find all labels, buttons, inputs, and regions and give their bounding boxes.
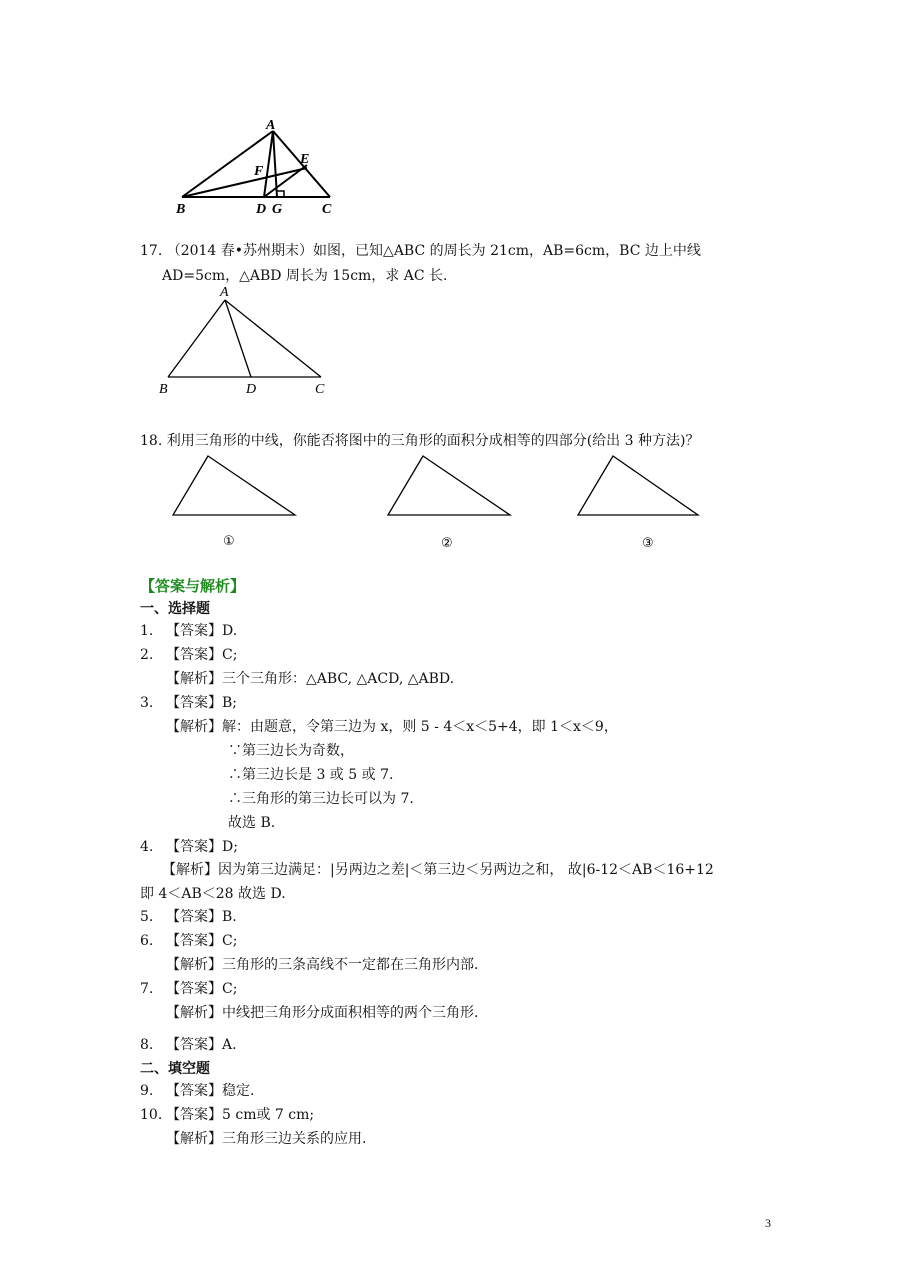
fig16-label-b: B bbox=[176, 202, 186, 217]
answer-text: 【答案】B. bbox=[166, 909, 237, 925]
answer-line bbox=[140, 837, 618, 857]
fig16-label-c: C bbox=[322, 202, 332, 217]
answer-text: 【答案】C; bbox=[166, 981, 238, 997]
page-number: 3 bbox=[765, 1216, 771, 1230]
answer-line: ∵第三边长为奇数， bbox=[228, 743, 354, 759]
answer-text: 【答案】D. bbox=[166, 623, 238, 639]
answers-block-2 bbox=[140, 907, 478, 1023]
answer-line bbox=[140, 717, 618, 737]
figure-16 bbox=[170, 115, 345, 220]
answer-text: 【答案】5 cm或 7 cm; bbox=[166, 1107, 315, 1123]
triangle-mark-2: ② bbox=[441, 536, 453, 551]
answer-4-analysis-line-1: 【解析】因为第三边满足：|另两边之差|＜第三边＜另两边之和， 故|6-12＜AB＜16+12 bbox=[162, 862, 714, 878]
answer-text: 【答案】B; bbox=[166, 695, 238, 711]
answer-text: 【答案】稳定. bbox=[166, 1083, 255, 1099]
answer-text: 【答案】C; bbox=[166, 933, 238, 949]
answer-line: 故选 B. bbox=[228, 815, 276, 831]
answer-10 bbox=[140, 1105, 314, 1125]
answer-line bbox=[140, 693, 618, 713]
figure-18-triangles bbox=[165, 450, 705, 555]
fig16-label-e: E bbox=[300, 152, 310, 167]
answer-line bbox=[140, 1003, 478, 1023]
triangle-mark-1: ① bbox=[223, 534, 235, 549]
question-18: 18. 利用三角形的中线，你能否将图中的三角形的面积分成相等的四部分(给出 3 种方法)？ bbox=[140, 433, 700, 449]
answer-line bbox=[140, 931, 478, 951]
answer-10-analysis bbox=[140, 1129, 366, 1149]
answer-number: 3. bbox=[140, 695, 154, 711]
answer-text: 【解析】中线把三角形分成面积相等的两个三角形. bbox=[166, 1005, 479, 1021]
answer-number: 6. bbox=[140, 933, 154, 949]
answer-text: 【解析】三角形的三条高线不一定都在三角形内部. bbox=[166, 957, 479, 973]
answer-8 bbox=[140, 1035, 237, 1055]
answer-number: 8. bbox=[140, 1037, 154, 1053]
answer-number: 10. bbox=[140, 1107, 163, 1123]
answer-line bbox=[140, 621, 618, 641]
section-choice: 一、选择题 bbox=[140, 601, 210, 617]
answer-text: 【答案】A. bbox=[166, 1037, 237, 1053]
answers-block-1 bbox=[140, 621, 618, 857]
answer-line bbox=[140, 669, 618, 689]
question-17-line-1: 17. （2014 春•苏州期末）如图，已知△ABC 的周长为 21cm，AB=6cm，BC 边上中线 bbox=[140, 243, 701, 259]
question-17-line-2: AD=5cm，△ABD 周长为 15cm，求 AC 长. bbox=[162, 268, 448, 284]
fig16-label-d: D bbox=[256, 202, 267, 217]
fig17-label-d: D bbox=[246, 382, 257, 397]
answer-9 bbox=[140, 1081, 254, 1101]
answer-number: 9. bbox=[140, 1083, 154, 1099]
answer-number: 2. bbox=[140, 647, 154, 663]
answer-number: 1. bbox=[140, 623, 154, 639]
section-fill-blank: 二、填空题 bbox=[140, 1061, 210, 1077]
fig16-label-g: G bbox=[272, 202, 283, 217]
fig17-label-a: A bbox=[220, 285, 229, 300]
answer-line: ∴第三边长是 3 或 5 或 7. bbox=[228, 767, 394, 783]
answer-line bbox=[140, 907, 478, 927]
fig17-label-c: C bbox=[315, 382, 325, 397]
answer-number: 4. bbox=[140, 839, 154, 855]
answer-number: 7. bbox=[140, 981, 154, 997]
answer-text: 【答案】C; bbox=[166, 647, 238, 663]
figure-17 bbox=[155, 282, 335, 400]
answer-line bbox=[140, 955, 478, 975]
fig16-label-f: F bbox=[254, 164, 264, 179]
answers-heading: 【答案与解析】 bbox=[140, 577, 246, 595]
answer-text: 【解析】三角形三边关系的应用. bbox=[166, 1131, 367, 1147]
answer-number: 5. bbox=[140, 909, 154, 925]
fig17-label-b: B bbox=[159, 382, 168, 397]
answer-text: 【解析】解：由题意，令第三边为 x，则 5 - 4＜x＜5+4，即 1＜x＜9， bbox=[166, 719, 618, 735]
triangle-mark-3: ③ bbox=[642, 536, 654, 551]
answer-4-analysis-line-2: 即 4＜AB＜28 故选 D. bbox=[140, 886, 286, 902]
answer-line bbox=[140, 979, 478, 999]
fig16-label-a: A bbox=[266, 118, 276, 133]
answer-text: 【解析】三个三角形：△ABC, △ACD, △ABD. bbox=[166, 671, 455, 687]
answer-text: 【答案】D; bbox=[166, 839, 238, 855]
answer-line: ∴三角形的第三边长可以为 7. bbox=[228, 791, 414, 807]
answer-line bbox=[140, 645, 618, 665]
